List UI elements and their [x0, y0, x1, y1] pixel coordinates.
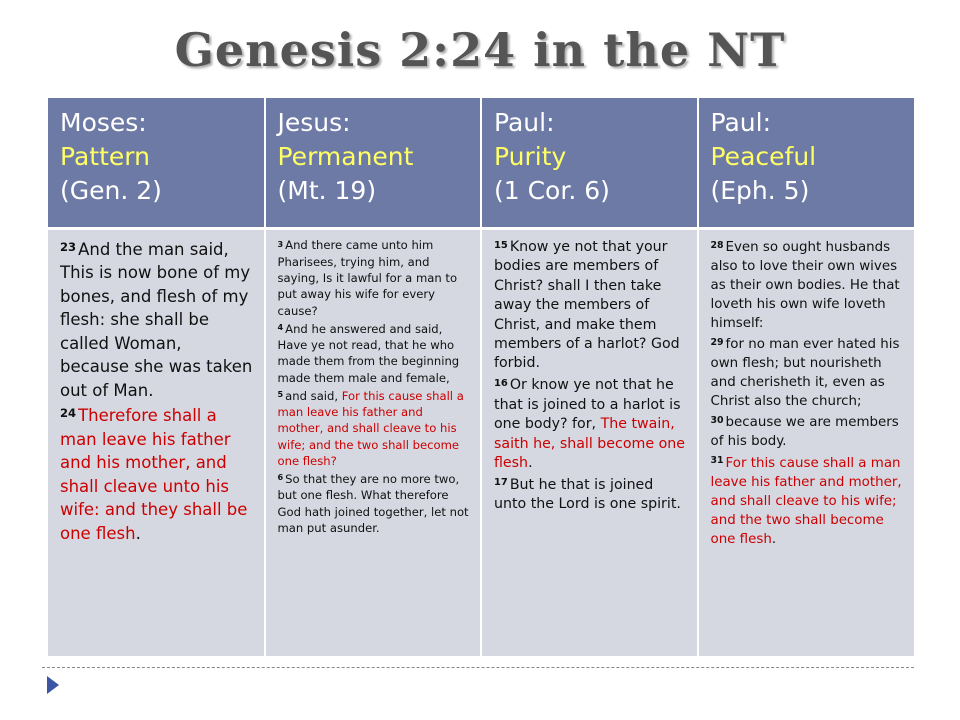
verse-text: But he that is joined unto the Lord is one spirit.	[494, 476, 681, 513]
verse-block	[494, 477, 681, 512]
verse-text: and said,	[285, 388, 342, 403]
header-moses	[48, 98, 265, 228]
verse-block	[60, 406, 247, 543]
header-paul-corinthians	[481, 98, 698, 228]
highlighted-verse-text: For this cause shall a man leave his father and mother, and shall cleave to his wife; and the two shall become one flesh?	[277, 388, 464, 468]
verse-text: for no man ever hated his own flesh; but nourisheth and cherisheth it, even as Christ also the church;	[710, 337, 900, 410]
header-reference: (1 Cor. 6)	[494, 176, 610, 205]
header-reference: (Mt. 19)	[277, 176, 377, 205]
verse-number: 6	[277, 472, 284, 483]
header-paul-ephesians	[698, 98, 915, 228]
verse-block	[711, 337, 900, 409]
verse-row	[48, 228, 914, 656]
verse-block	[711, 456, 902, 547]
verse-number: 5	[277, 388, 284, 399]
verse-text: And there came unto him Pharisees, trying him, and saying, Is it lawful for a man to put away his wife for every cause?	[277, 238, 458, 318]
verse-block	[711, 415, 899, 449]
verse-number: 4	[277, 321, 284, 332]
verse-number: 3	[277, 238, 284, 249]
highlighted-verse-text: Therefore shall a man leave his father and his mother, and shall cleave unto his wife: and they shall be one flesh	[60, 406, 248, 543]
header-row	[48, 98, 914, 228]
verse-block	[278, 238, 458, 317]
verse-text: So that they are no more two, but one flesh. What therefore God hath joined together, let not man put asunder.	[277, 471, 469, 535]
verse-number: 30	[710, 415, 724, 427]
highlighted-verse-text: For this cause shall a man leave his father and mother, and shall cleave to his wife; and the two shall become one flesh	[710, 455, 902, 547]
comparison-table	[48, 98, 914, 656]
header-author: Paul:	[494, 108, 555, 137]
verse-text: because we are members of his body.	[710, 415, 899, 450]
verse-number: 24	[60, 406, 77, 421]
verses-genesis	[48, 228, 265, 656]
header-theme: Purity	[494, 142, 567, 171]
highlighted-verse-text: The twain, saith he, shall become one flesh	[494, 416, 685, 471]
verse-number: 31	[710, 455, 724, 467]
verses-ephesians	[698, 228, 915, 656]
verse-text: Or know ye not that he that is joined to a harlot is one body? for,	[494, 377, 681, 433]
header-reference: (Gen. 2)	[60, 176, 162, 205]
verses-matthew	[265, 228, 482, 656]
verse-text: Know ye not that your bodies are members of Christ? shall I then take away the members of Christ, and make them members of a harlot? God forbid.	[494, 238, 680, 372]
verse-text: .	[771, 531, 777, 547]
verse-number: 16	[494, 377, 508, 389]
verse-text: Even so ought husbands also to love their own wives as their own bodies. He that loveth his own wife loveth himself:	[710, 239, 900, 331]
triangle-bullet-icon	[47, 676, 59, 694]
verse-block	[278, 389, 464, 468]
verse-block	[711, 240, 900, 331]
header-reference: (Eph. 5)	[710, 176, 810, 205]
verse-text: And he answered and said, Have ye not read, that he who made them from the beginning made them male and female,	[277, 321, 460, 385]
header-theme: Peaceful	[710, 142, 817, 171]
verse-text: .	[135, 523, 141, 543]
verse-number: 17	[494, 477, 508, 489]
header-theme: Permanent	[277, 142, 414, 171]
verse-block	[494, 377, 685, 471]
verse-number: 28	[710, 239, 724, 251]
header-author: Jesus:	[277, 108, 351, 137]
verse-block	[278, 472, 469, 535]
header-jesus	[265, 98, 482, 228]
header-author: Paul:	[710, 108, 771, 137]
verse-block	[278, 322, 460, 385]
verse-text: And the man said, This is now bone of my bones, and flesh of my flesh: she shall be called Woman, because she was taken out of Man.	[60, 239, 253, 400]
slide-title: Genesis 2:24 in the NT	[174, 23, 786, 77]
header-theme: Pattern	[60, 142, 150, 171]
comparison-table-container	[48, 98, 914, 656]
verse-number: 29	[710, 336, 724, 348]
verse-text: .	[528, 454, 533, 471]
verse-number: 15	[494, 239, 508, 251]
verse-block	[494, 239, 680, 371]
verse-number: 23	[60, 239, 77, 254]
verses-corinthians	[481, 228, 698, 656]
verse-block	[60, 240, 252, 400]
footer-divider	[42, 667, 914, 668]
header-author: Moses:	[60, 108, 147, 137]
